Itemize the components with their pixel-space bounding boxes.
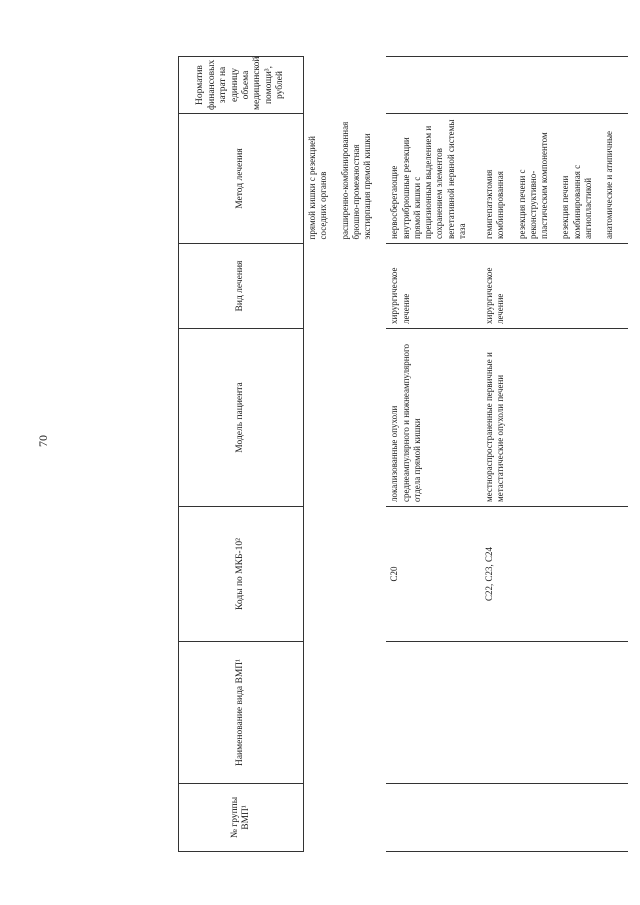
- cell-group: [386, 784, 481, 852]
- table-row: [481, 57, 628, 852]
- cell-type: хирургическое лечение: [386, 244, 481, 329]
- cell-group: [304, 784, 387, 852]
- cell-method: [386, 114, 481, 244]
- header-name: Наименование вида ВМП¹: [179, 642, 304, 784]
- header-method: Метод лечения: [179, 114, 304, 244]
- cell-method: [304, 114, 387, 244]
- method-item: резекция печени с реконструктивно-пластическим компонентом: [516, 132, 549, 239]
- rotated-table-wrapper: [178, 56, 614, 852]
- method-item: резекция печени комбинированная с ангиопластикой: [560, 164, 593, 239]
- cell-code: C20: [386, 507, 481, 642]
- cell-code: [304, 507, 387, 642]
- cell-model: локализованные опухоли среднеампулярного и нижнеампулярного отдела прямой кишки: [386, 329, 481, 507]
- cell-code: C22, C23, C24: [481, 507, 628, 642]
- header-norm: Норматив финансовых затрат на единицу объема медицинской помощи³, рублей: [179, 57, 304, 114]
- method-item: нервосберегающие внутрибрюшные резекции прямой кишки с прецизионным выделением и сохранением элементов вегетативной нервной системы таза: [389, 119, 467, 239]
- cell-type: [304, 244, 387, 329]
- cell-norm: [481, 57, 628, 114]
- method-item: прямой кишки с резекцией соседних органов: [307, 136, 329, 240]
- cell-model: местнораспространенные первичные и метастатические опухоли печени: [481, 329, 628, 507]
- cell-model: [304, 329, 387, 507]
- header-type: Вид лечения: [179, 244, 304, 329]
- cell-method: [481, 114, 628, 244]
- cell-name: [481, 642, 628, 784]
- page-number: 70: [36, 435, 50, 447]
- cell-type: хирургическое лечение: [481, 244, 628, 329]
- cell-group: [481, 784, 628, 852]
- cell-name: [304, 642, 387, 784]
- table-row: [304, 57, 387, 852]
- cell-norm: [304, 57, 387, 114]
- vmp-table: [178, 56, 628, 852]
- method-item: расширенно-комбинированная брюшно-промежностная экстирпация прямой кишки: [339, 121, 372, 240]
- cell-norm: [386, 57, 481, 114]
- table-header-row: [179, 57, 304, 852]
- header-group: № группы ВМП¹: [179, 784, 304, 852]
- method-item: гемигепатэктомия комбинированная: [484, 169, 506, 239]
- header-codes: Коды по МКБ-10²: [179, 507, 304, 642]
- cell-name: [386, 642, 481, 784]
- method-item: анатомические и атипичные: [604, 131, 614, 239]
- table-row: [386, 57, 481, 852]
- header-model: Модель пациента: [179, 329, 304, 507]
